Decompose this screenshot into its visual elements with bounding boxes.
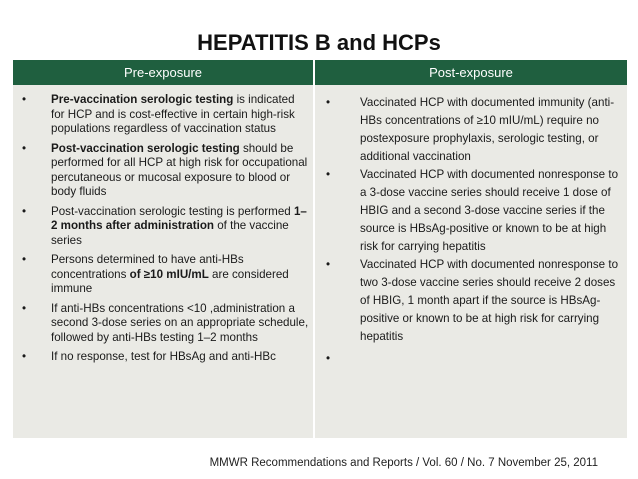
bullet-glyph: • [22, 253, 27, 266]
header-post-exposure: Post-exposure [315, 60, 627, 85]
list-item-text: Vaccinated HCP with documented nonresponse to a 3-dose vaccine series should receive 1 dose of HBIG and a second 3-dose vaccine series if the source is HBsAg-positive or known to be at high risk for carrying hepatitis [360, 168, 619, 253]
list-item [315, 166, 621, 256]
recommendations-table [13, 60, 627, 438]
list-item-text [51, 93, 309, 137]
item-emphasis: of ≥10 mIU/mL [129, 267, 209, 281]
bullet-glyph: • [326, 96, 331, 109]
list-item [315, 350, 621, 368]
list-item [13, 350, 309, 365]
item-text: is indicated for HCP and is cost-effective in certain high-risk populations regardless of vaccination status [51, 93, 295, 135]
item-emphasis: 1–2 months after administration [51, 204, 307, 232]
bullet-glyph: • [22, 141, 27, 155]
bullet-glyph: • [22, 93, 27, 106]
list-item-text [51, 302, 309, 346]
list-item-text [51, 350, 309, 365]
page-title: HEPATITIS B and HCPs [197, 30, 441, 55]
list-item [315, 256, 621, 346]
list-item-text: Vaccinated HCP with documented nonresponse to two 3-dose vaccine series should receive 2 doses of HBIG, 1 month apart if the source is HBsAg-positive or known to be at high risk for carrying hepatitis [360, 258, 619, 343]
pre-exposure-list [13, 85, 313, 365]
list-item [315, 94, 621, 166]
post-exposure-list [315, 85, 627, 368]
item-emphasis: Post-vaccination serologic testing [51, 141, 240, 155]
list-item [13, 205, 309, 249]
list-item-text [51, 205, 309, 249]
table-body-row [13, 85, 627, 438]
list-item-text: Vaccinated HCP with documented immunity (anti-HBs concentrations of ≥10 mIU/mL) require no postexposure prophylaxis, serologic testing, or additional vaccination [360, 96, 615, 163]
bullet-glyph: • [326, 168, 331, 181]
list-item [13, 142, 309, 200]
item-text: should be performed for all HCP at high risk for occupational percutaneous or mucosal exposure to blood or body fluids [51, 141, 308, 198]
list-item [13, 253, 309, 297]
list-item [13, 302, 309, 346]
bullet-glyph: • [22, 204, 27, 218]
table-header-row [13, 60, 627, 85]
list-item-text [51, 142, 309, 200]
item-text: Post-vaccination serologic testing is performed [51, 204, 294, 218]
list-item-text [51, 253, 309, 297]
list-item [13, 93, 309, 137]
bullet-glyph: • [22, 301, 27, 315]
item-text: Persons determined to have anti-HBs concentrations [51, 253, 244, 281]
item-text: If no response, test for HBsAg and anti-HBc [51, 350, 276, 363]
item-text: If anti-HBs concentrations <10 ,administration a second 3-dose series on an appropriate schedule, followed by anti-HBs testing 1–2 months [51, 301, 309, 344]
post-exposure-cell [315, 85, 627, 438]
citation: MMWR Recommendations and Reports / Vol. 60 / No. 7 November 25, 2011 [209, 457, 598, 469]
bullet-glyph: • [326, 258, 331, 271]
pre-exposure-cell [13, 85, 313, 438]
bullet-glyph: • [22, 350, 27, 363]
item-text: of the vaccine series [51, 219, 289, 247]
header-pre-exposure: Pre-exposure [13, 60, 313, 85]
item-emphasis: Pre-vaccination serologic testing [51, 93, 234, 106]
list-item-text [360, 350, 621, 368]
bullet-glyph: • [326, 352, 331, 365]
item-text: are considered immune [51, 267, 289, 295]
